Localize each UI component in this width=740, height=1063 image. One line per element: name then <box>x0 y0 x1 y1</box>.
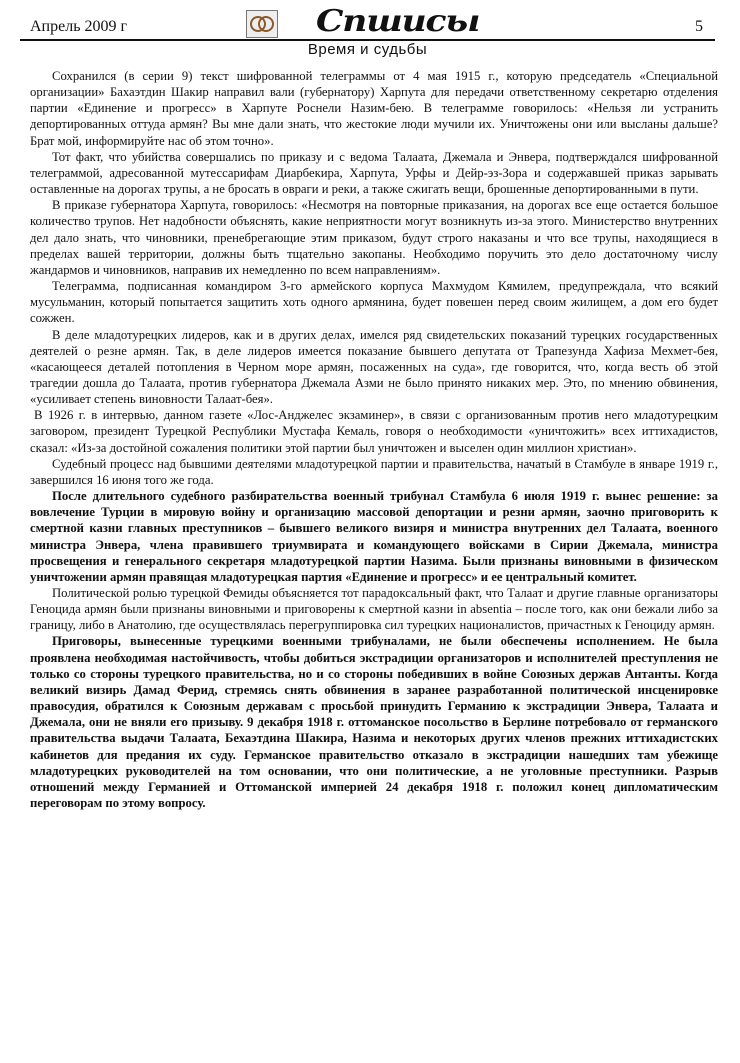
paragraph: В 1926 г. в интервью, данном газете «Лос-Анджелес экзаминер», в связи с организованным против него младотурецким заговором, президент Турецкой Республики Мустафа Кемаль, говоря о необходимости «уничтожить» всех иттихадистов, сказал: «Из-за достойной сожаления политики этой партии был уничтожен и выселен один миллион христиан». <box>30 408 718 455</box>
issue-date: Апрель 2009 г <box>30 18 128 35</box>
paragraph: Судебный процесс над бывшими деятелями младотурецкой партии и правительства, начатый в Стамбуле в январе 1919 г., завершился 16 июня того же года. <box>30 456 718 487</box>
bold-paragraph: После длительного судебного разбирательства военный трибунал Стамбула 6 июля 1919 г. вынес решение: за вовлечение Турции в мировую войну и организацию массовой депортации и резни армян, заочно приговорить к смертной казни главных преступников – бывшего великого визиря и министра внутренних дел Талаата, военного министра Энвера, члена правившего триумвирата и командующего войсками в Сирии Джемала, министра просвещения и генерального секретаря младотурецкой партии Назима. Были признаны виновными в физическом уничтожении армян правящая младотурецкая партия «Единение и прогресс» и ее центральный комитет. <box>30 489 718 584</box>
section-title: Время и судьбы <box>307 41 428 58</box>
paragraph: Телеграмма, подписанная командиром 3-го армейского корпуса Махмудом Кямилем, предупреждала, что всякий мусульманин, который попытается защитить хоть одного армянина, будет повешен перед своим жилищем, а дом его будет сожжен. <box>30 279 718 326</box>
paragraph: Политической ролью турецкой Фемиды объясняется тот парадоксальный факт, что Талаат и другие главные организаторы Геноцида армян были признаны виновными и приговорены к смертной казни in absentia – после того, как они бежали либо за границу, либо в Анатолию, где осуществлялась перегруппировка сил турецких националистов, причастных к Геноциду армян. <box>30 586 718 633</box>
paragraph: Тот факт, что убийства совершались по приказу и с ведома Талаата, Джемала и Энвера, подтверждался шифрованной телеграммой, адресованной мутессарифам Диарбекира, Харпута, Урфы и Дейр-эз-Зора и содержавшей приказ зарывать оставленные на дорогах трупы, а не бросать в овраги и реки, а также сжигать вещи, брошенные депортированными в пути. <box>30 149 718 197</box>
newspaper-masthead: Спшисы <box>316 4 480 39</box>
page-number: 5 <box>695 18 703 35</box>
bold-paragraph: Приговоры, вынесенные турецкими военными трибуналами, не были обеспечены исполнением. Не была проявлена необходимая настойчивость, чтобы добиться экстрадиции организаторов и исполнителей преступления не только со стороны турецкого правительства, но и со стороны победивших в войне Союзных держав Антанты. Когда великий визирь Дамад Ферид, стремясь снять обвинения в заранее разработанной политической инсценировке правосудия, обратился к Союзным державам с просьбой принудить Германию к экстрадиции Энвера, Талаата и Джемала, они не вняли его призыву. 9 декабря 1918 г. оттоманское посольство в Берлине потребовало от германского правительства выдачи Талаата, Бехаэтдина Шакира, Назима и некоторых других членов прежних иттихадистских кабинетов для предания их суду. Германское правительство отказало в экстрадиции нашедших там убежище младотурецких руководителей на том основании, что они политические, а не уголовные преступники. Разрыв отношений между Германией и Оттоманской империей 24 декабря 1918 г. положил конец дипломатическим переговорам по этому вопросу. <box>30 634 718 811</box>
paragraph: Сохранился (в серии 9) текст шифрованной телеграммы от 4 мая 1915 г., которую председатель «Специальной организации» Бахаэтдин Шакир направил вали (губернатору) Харпута для передачи ответственному секретарю отделения партии «Единение и прогресс» в Харпуте Роснели Назим-бею. В телеграмме говорилось: «Нельзя ли устранить депортированных оттуда армян? Вы мне дали знать, что жестокие люди мучили их. Уничтожены они или высланы дальше? Брат мой, информируйте нас об этом точно». <box>30 69 718 148</box>
paragraph: В приказе губернатора Харпута, говорилось: «Несмотря на повторные приказания, на дорогах все еще остается большое количество трупов. Нет надобности объяснять, какие неприятности могут возникнуть из-за этого. Министерство внутренних дел дало знать, что чиновники, пренебрегающие этим приказом, будут строго наказаны и что все трупы, находящиеся в пределах вашей территории, должны быть тщательно закопаны. Необходимо поручить это дело достаточному числу жандармов и чиновников, направив их немедленно по всем направлениям». <box>30 198 718 277</box>
emblem-icon <box>246 10 278 38</box>
article-body <box>30 68 718 811</box>
page-header <box>20 6 715 58</box>
paragraph: В деле младотурецких лидеров, как и в других делах, имелся ряд свидетельских показаний турецких государственных деятелей о резне армян. Так, в деле лидеров имеется показание бывшего депутата от Трапезунда Хафиза Мехмет-бея, «касающееся деталей потопления в Черном море армян, посаженных на суда», где говорится, что, когда весть об этой трагедии дошла до Талаата, против губернатора Джемала Азми не было принято никаких мер. Это, по мнению обвинения, «усиливает степень виновности Талаат-бея». <box>30 327 718 407</box>
